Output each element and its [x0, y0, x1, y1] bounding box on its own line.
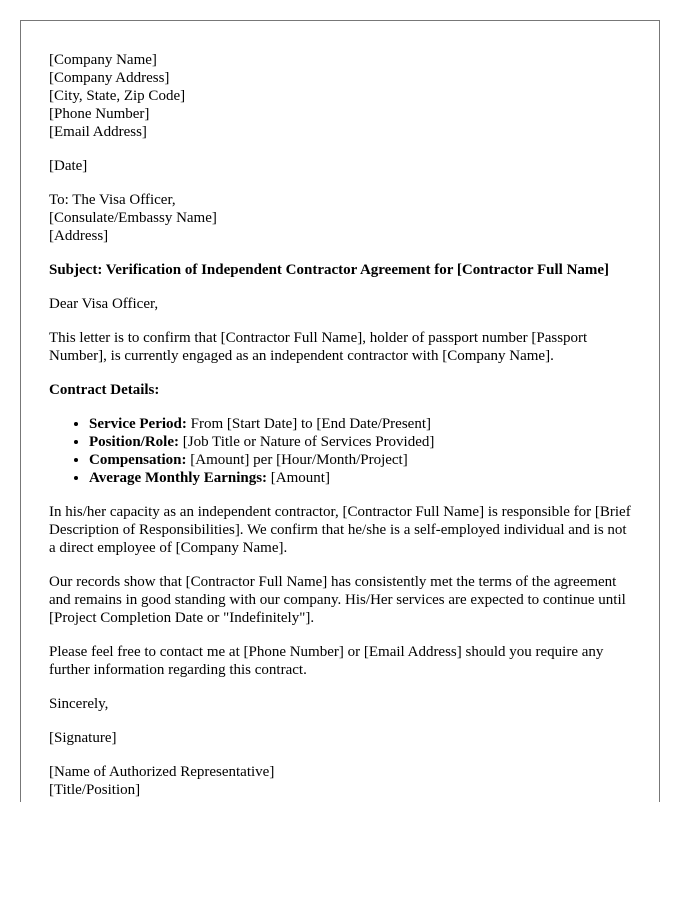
contact-paragraph: Please feel free to contact me at [Phone Number] or [Email Address] should you require any further information regarding this contract. [49, 644, 604, 678]
salutation: Dear Visa Officer, [49, 296, 159, 312]
sender-company-address: [Company Address] [49, 70, 170, 86]
sender-block [49, 51, 634, 141]
intro-paragraph: This letter is to confirm that [Contractor Full Name], holder of passport number [Passport Number], is currently engaged as an independent contractor with [Company Name]. [49, 330, 588, 364]
subject-line: Subject: Verification of Independent Contractor Agreement for [Contractor Full Name] [49, 262, 610, 278]
letter-date: [Date] [49, 158, 88, 174]
contract-details-heading: Contract Details: [49, 382, 160, 398]
detail-label: Position/Role: [89, 434, 179, 450]
detail-label: Compensation: [89, 452, 187, 468]
list-item [89, 451, 634, 469]
sender-company-name: [Company Name] [49, 52, 157, 68]
closing: Sincerely, [49, 696, 109, 712]
detail-value: [Amount] [267, 470, 330, 486]
detail-value: [Amount] per [Hour/Month/Project] [186, 452, 408, 468]
capacity-paragraph: In his/her capacity as an independent contractor, [Contractor Full Name] is responsible for [Brief Description of Responsibilities]. We confirm that he/she is a self-employed individual and is not a direct employee of [Company Name]. [49, 504, 631, 556]
recipient-to-line: To: The Visa Officer, [49, 192, 176, 208]
list-item [89, 469, 634, 487]
contract-details-list [49, 415, 634, 487]
list-item [89, 433, 634, 451]
sender-city-state-zip: [City, State, Zip Code] [49, 88, 186, 104]
list-item [89, 415, 634, 433]
detail-value: [Job Title or Nature of Services Provided] [179, 434, 435, 450]
recipient-consulate: [Consulate/Embassy Name] [49, 210, 217, 226]
detail-value: From [Start Date] to [End Date/Present] [186, 416, 431, 432]
detail-label: Average Monthly Earnings: [89, 470, 268, 486]
signatory-title: [Title/Position] [49, 782, 141, 798]
letter-body [49, 51, 634, 802]
sender-phone: [Phone Number] [49, 106, 150, 122]
signatory-block [49, 763, 634, 799]
signature-placeholder: [Signature] [49, 730, 117, 746]
recipient-block [49, 191, 634, 245]
recipient-address: [Address] [49, 228, 109, 244]
detail-label: Service Period: [89, 416, 187, 432]
signatory-name: [Name of Authorized Representative] [49, 764, 275, 780]
letter-page [20, 20, 660, 802]
sender-email: [Email Address] [49, 124, 147, 140]
records-paragraph: Our records show that [Contractor Full Name] has consistently met the terms of the agreement and remains in good standing with our company. His/Her services are expected to continue until [Project Completion Date or "Indefinitely"]. [49, 574, 626, 626]
